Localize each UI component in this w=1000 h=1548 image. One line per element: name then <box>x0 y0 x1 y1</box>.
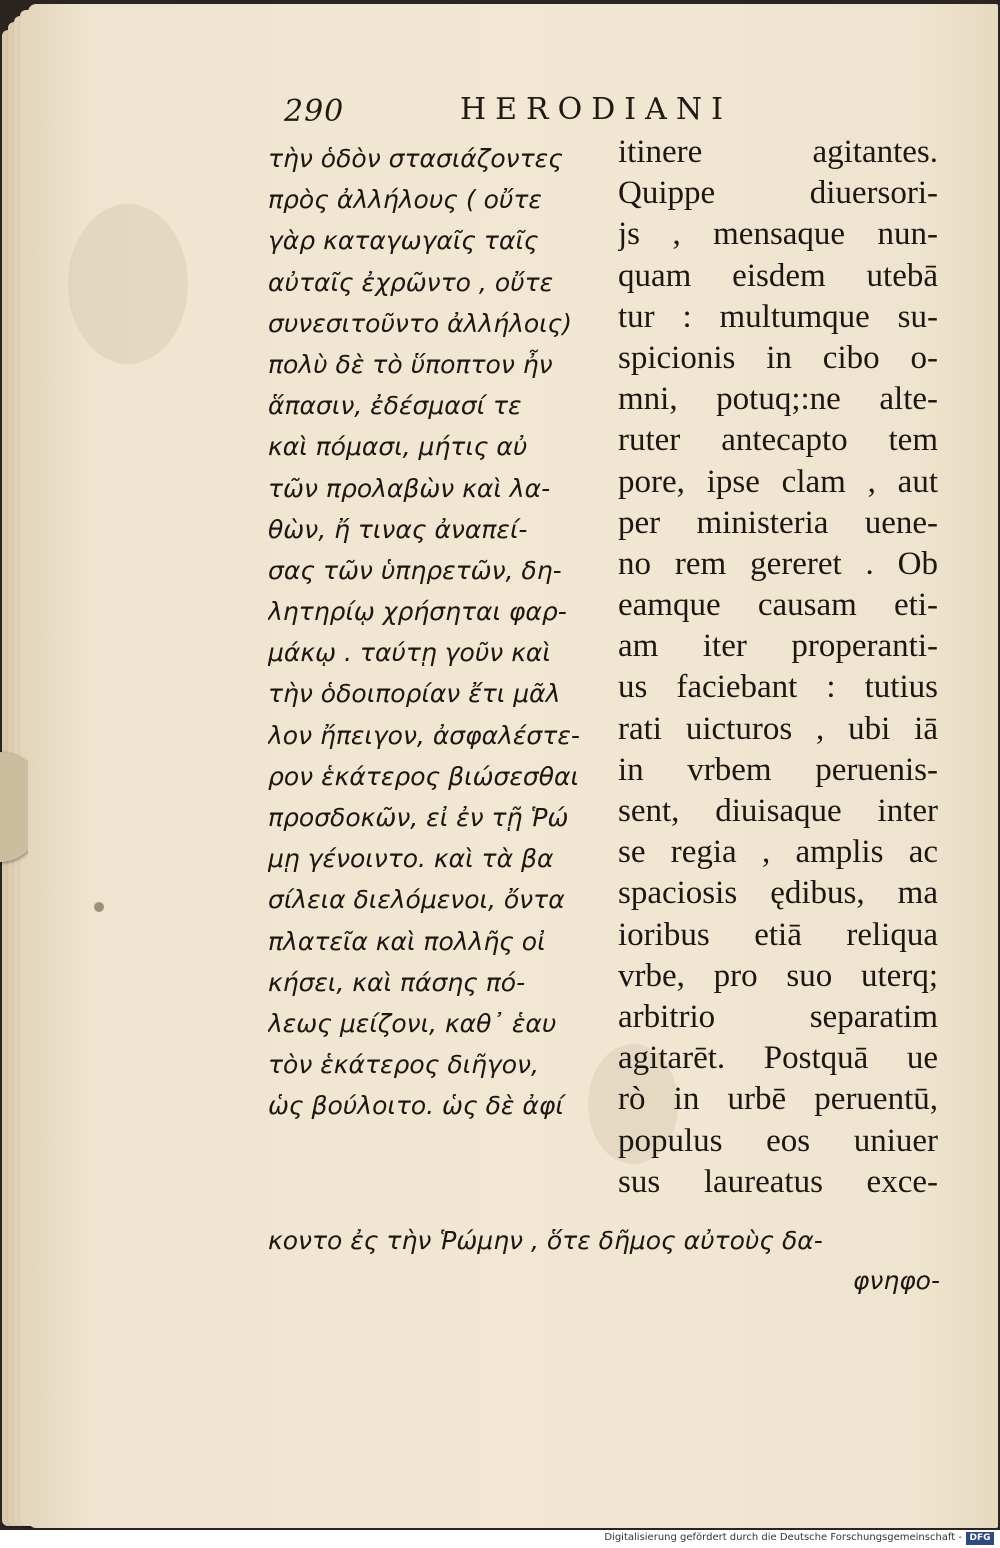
text-line: pore, ipse clam , aut <box>618 463 938 500</box>
digitization-footer <box>0 1530 1000 1548</box>
greek-text-column <box>268 138 618 1127</box>
text-line: ἅπασιν, ἐδέσμασί τε <box>268 391 522 421</box>
text-line: λεως μείζονι, καθ᾽ ἑαυ <box>268 1008 557 1038</box>
text-line: agitarēt. Postquā ue <box>618 1040 938 1077</box>
text-line: τὴν ὁδοιπορίαν ἔτι μᾶλ <box>268 679 561 709</box>
text-line: μάκῳ . ταύτῃ γοῦν καὶ <box>268 638 551 668</box>
text-line: per ministeria uene- <box>618 504 938 541</box>
text-line: θὼν, ἤ τινας ἀναπεί- <box>268 514 528 544</box>
running-title: HERODIANI <box>460 92 732 127</box>
text-line: κοντο ἐς τὴν Ῥώμην , ὅτε δῆμος αὐτοὺς δα- <box>268 1226 823 1255</box>
catchword: φνηφο- <box>852 1266 940 1295</box>
text-line: κήσει, καὶ πάσης πό- <box>268 967 526 997</box>
text-line: προσδοκῶν, εἰ ἐν τῇ Ῥώ <box>268 803 569 832</box>
text-line: ρον ἑκάτερος βιώσεσθαι <box>268 761 579 791</box>
page-header <box>284 88 804 134</box>
text-line: vrbe, pro suo uterq; <box>618 957 938 994</box>
text-line: ioribus etiā reliqua <box>618 916 938 953</box>
text-line: se regia , amplis ac <box>618 834 938 871</box>
text-line: τὴν ὁδὸν στασιάζοντες <box>268 144 563 173</box>
text-line: js , mensaque nun- <box>618 216 938 253</box>
text-line: λον ἤπειγον, ἀσφαλέστε- <box>268 720 580 750</box>
text-line: arbitrio separatim <box>618 998 938 1035</box>
text-line: συνεσιτοῦντο ἀλλήλοις) <box>268 308 573 338</box>
text-line: πλατεῖα καὶ πολλῆς οἰ <box>268 926 546 956</box>
text-line: γὰρ καταγωγαῖς ταῖς <box>268 226 539 256</box>
text-line: ruter antecapto tem <box>618 422 938 459</box>
text-line: us faciebant : tutius <box>618 669 938 706</box>
text-line: πολὺ δὲ τὸ ὕποπτον ἦν <box>268 349 553 379</box>
text-line: rati uicturos , ubi iā <box>618 710 938 747</box>
text-line: sent, diuisaque inter <box>618 793 938 829</box>
text-line: spaciosis ędibus, ma <box>618 875 938 912</box>
text-line: rò in urbē peruentū, <box>618 1081 938 1118</box>
text-line: am iter properanti- <box>618 628 938 665</box>
footer-credit: Digitalisierung gefördert durch die Deutsche Forschungsgemeinschaft - <box>604 1532 962 1543</box>
text-line: πρὸς ἀλλήλους ( οὔτε <box>268 185 542 215</box>
text-line: sus laureatus exce- <box>618 1163 938 1200</box>
text-line: τῶν προλαβὼν καὶ λα- <box>268 473 551 503</box>
text-line: spicionis in cibo o- <box>618 339 938 376</box>
text-line: no rem gereret . Ob <box>618 545 938 582</box>
text-line: σίλεια διελόμενοι, ὄντα <box>268 885 565 915</box>
text-line: eamque causam eti- <box>618 587 938 624</box>
text-line: σας τῶν ὑπηρετῶν, δη- <box>268 555 562 585</box>
text-line: in vrbem peruenis- <box>618 751 938 788</box>
latin-text-column <box>618 132 938 1203</box>
text-line: populus eos uniuer <box>618 1122 938 1159</box>
text-line: μῃ γένοιντο. καὶ τὰ βα <box>268 844 554 874</box>
dfg-logo: DFG <box>966 1532 994 1545</box>
text-line: quam eisdem utebā <box>618 257 938 294</box>
ink-spot <box>94 902 104 912</box>
greek-tail-line <box>268 1220 948 1262</box>
book-page <box>28 4 998 1528</box>
text-line: ὡς βούλοιτο. ὡς δὲ ἀφί <box>268 1091 564 1121</box>
text-line: Quippe diuersori- <box>618 175 938 212</box>
text-line: αὐταῖς ἐχρῶντο , οὔτε <box>268 267 554 297</box>
text-line: λητηρίῳ χρήσηται φαρ- <box>268 597 567 627</box>
text-line: itinere agitantes. <box>618 134 938 170</box>
paper-stain <box>68 204 188 364</box>
text-line: tur : multumque su- <box>618 298 938 335</box>
page-number: 290 <box>284 94 345 129</box>
text-line: mni, potuq;:ne alte- <box>618 381 938 418</box>
text-line: καὶ πόμασι, μήτις αὐ <box>268 432 528 462</box>
text-line: τὸν ἑκάτερος διῆγον, <box>268 1050 539 1080</box>
